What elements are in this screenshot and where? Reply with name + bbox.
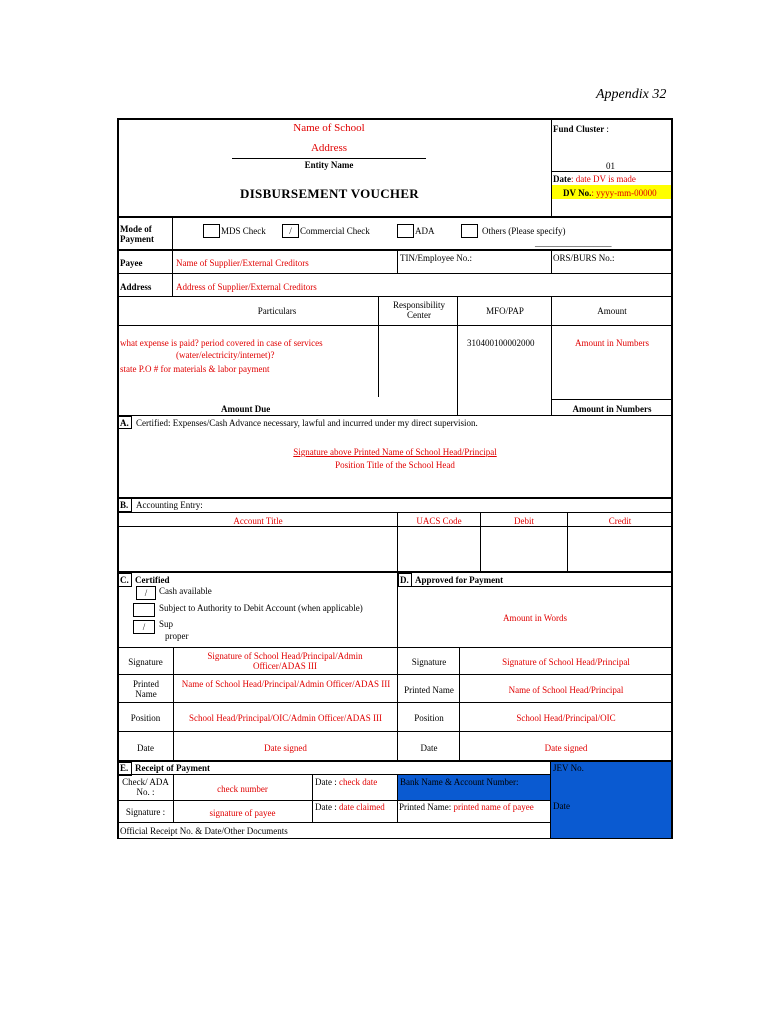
mfo-divider — [457, 296, 458, 416]
header-divider — [551, 119, 552, 217]
particulars-header-bottom — [117, 325, 673, 326]
particulars-header: Particulars — [257, 306, 297, 316]
resp-center-divider — [378, 296, 379, 397]
cd-divider — [397, 572, 398, 761]
section-e-letter: E. — [120, 763, 129, 773]
payee-bottom — [117, 273, 673, 274]
mds-check-checkbox[interactable] — [203, 224, 220, 238]
e-bank-divider — [397, 774, 398, 822]
cd-bottom — [117, 760, 673, 762]
ada-checkbox[interactable] — [397, 224, 414, 238]
uacs-divider — [397, 512, 398, 572]
cd-row-2 — [117, 674, 673, 675]
d-header-bottom — [397, 586, 672, 587]
amount-value[interactable]: Amount in Numbers — [575, 338, 649, 348]
section-a-letter: A. — [120, 418, 129, 428]
entity-name: Entity Name — [304, 160, 354, 170]
supporting-docs-checkbox[interactable]: / — [133, 620, 155, 634]
section-c-letter: C. — [120, 575, 129, 585]
d-printed-name-value[interactable]: Name of School Head/Principal — [508, 685, 624, 695]
d-label-divider — [459, 647, 460, 761]
mode-label-divider — [172, 217, 173, 297]
appendix-label: Appendix 32 — [596, 87, 667, 102]
particulars-line-1[interactable]: what expense is paid? period covered in case of services — [120, 338, 323, 348]
credit-header: Credit — [608, 516, 632, 526]
address-bottom — [117, 296, 673, 297]
c-signature-label: Signature — [128, 657, 163, 667]
c-label-divider — [173, 647, 174, 761]
amount-in-words[interactable]: Amount in Words — [502, 613, 568, 623]
e-date-divider — [312, 774, 313, 822]
official-receipt-label: Official Receipt No. & Date/Other Documents — [120, 826, 288, 836]
payee-signature-value[interactable]: signature of payee — [209, 808, 276, 818]
address-label: Address — [120, 282, 152, 292]
dv-date[interactable]: Date: date DV is made — [553, 174, 636, 184]
cd-row-4 — [117, 731, 673, 732]
school-address: Address — [310, 142, 348, 154]
mfo-pap-header: MFO/PAP — [486, 306, 524, 316]
account-title-header: Account Title — [233, 516, 283, 526]
supporting-docs-label: Sup — [159, 619, 174, 629]
commercial-check-label: Commercial Check — [300, 226, 370, 236]
c-signature-value[interactable]: Signature of School Head/Principal/Admin Officer/ADAS III — [207, 651, 363, 671]
d-signature-value[interactable]: Signature of School Head/Principal — [502, 657, 630, 667]
d-signature-label: Signature — [411, 657, 447, 667]
supporting-docs-proper: proper — [165, 631, 189, 641]
e-row-2-top — [117, 800, 551, 801]
e-row-3-top — [117, 822, 551, 823]
fund-cluster-label: Fund Cluster : — [553, 124, 609, 134]
section-c-label: Certified — [135, 575, 170, 585]
section-b-letter: B. — [120, 500, 129, 510]
payee-printed-name[interactable]: Printed Name: printed name of payee — [399, 802, 534, 812]
ors-label[interactable]: ORS/BURS No.: — [553, 253, 615, 263]
cd-row-3 — [117, 702, 673, 703]
header-bottom — [117, 216, 673, 218]
check-ada-label: Check/ ADA No. : — [122, 777, 169, 797]
debit-divider — [480, 512, 481, 572]
cd-rows-top — [117, 647, 673, 648]
section-a-position[interactable]: Position Title of the School Head — [335, 460, 455, 470]
bank-name-label: Bank Name & Account Number: — [400, 777, 519, 787]
commercial-check-checkbox[interactable]: / — [282, 224, 299, 238]
others-checkbox[interactable] — [461, 224, 478, 238]
payee-signature-label: Signature : — [125, 807, 166, 817]
others-label: Others (Please specify) — [482, 226, 566, 236]
tin-label[interactable]: TIN/Employee No.: — [400, 253, 472, 263]
payee-label: Payee — [120, 258, 143, 268]
dv-number[interactable]: DV No.: yyyy-mm-00000 — [563, 188, 657, 198]
cash-available-label: Cash available — [159, 586, 212, 596]
c-position-label: Position — [130, 713, 161, 723]
mfo-pap-value[interactable]: 310400100002000 — [467, 338, 535, 348]
frame-top — [117, 118, 673, 120]
ada-label: ADA — [415, 226, 435, 236]
amount-header: Amount — [597, 306, 627, 316]
d-position-label: Position — [414, 713, 444, 723]
address-value[interactable]: Address of Supplier/External Creditors — [176, 282, 317, 292]
section-d-letter: D. — [400, 575, 409, 585]
amount-due-value[interactable]: Amount in Numbers — [572, 404, 652, 414]
check-number[interactable]: check number — [217, 784, 268, 794]
d-date-value[interactable]: Date signed — [544, 743, 588, 753]
section-b-label: Accounting Entry: — [136, 500, 203, 510]
e-check-divider — [173, 774, 174, 822]
tin-divider — [397, 250, 398, 273]
section-a-bottom — [117, 497, 673, 499]
amount-divider — [551, 296, 552, 416]
ors-divider — [551, 250, 552, 273]
credit-divider — [567, 512, 568, 572]
particulars-line-2[interactable]: (water/electricity/internet)? — [176, 350, 275, 360]
subject-to-authority-label: Subject to Authority to Debit Account (when applicable) — [159, 603, 363, 613]
others-specify-line[interactable]: _________________ — [535, 238, 612, 248]
amount-due-label: Amount Due — [221, 404, 271, 414]
school-name: Name of School — [293, 122, 365, 134]
jev-date-label: Date — [553, 801, 570, 811]
date-claimed[interactable]: Date : date claimed — [315, 802, 385, 812]
responsibility-center-header: Responsibility Center — [392, 300, 445, 320]
c-printed-name-value[interactable]: Name of School Head/Principal/Admin Officer/ADAS III — [181, 679, 391, 689]
mds-check-label: MDS Check — [221, 226, 266, 236]
section-b-header-top — [117, 512, 673, 513]
fund-cluster-value[interactable]: 01 — [606, 161, 615, 171]
section-e-label: Receipt of Payment — [135, 763, 210, 773]
debit-header: Debit — [514, 516, 534, 526]
section-b-header-bottom — [117, 526, 673, 527]
c-position-value[interactable]: School Head/Principal/OIC/Admin Officer/ADAS III — [188, 713, 383, 723]
c-date-label: Date — [137, 743, 154, 753]
jev-number-label: JEV No. — [553, 763, 584, 773]
c-printed-name-label: Printed Name — [133, 679, 159, 699]
particulars-line-3[interactable]: state P.O # for materials & labor payment — [120, 364, 270, 374]
section-b-bottom — [117, 571, 673, 573]
section-a-text: Certified: Expenses/Cash Advance necessary, lawful and incurred under my direct supervision. — [136, 418, 478, 428]
c-date-value[interactable]: Date signed — [264, 743, 307, 753]
e-row-1-top — [117, 774, 551, 775]
entity-underline — [232, 158, 426, 159]
payee-value[interactable]: Name of Supplier/External Creditors — [176, 258, 309, 268]
subject-to-authority-checkbox[interactable] — [133, 603, 155, 617]
check-date[interactable]: Date : check date — [315, 777, 378, 787]
frame-bottom — [117, 838, 673, 839]
amount-cell-line — [551, 399, 672, 400]
section-d-label: Approved for Payment — [415, 575, 504, 585]
header-date-line — [551, 171, 672, 172]
mode-of-payment-label: Mode of Payment — [120, 224, 154, 244]
particulars-bottom — [117, 415, 673, 416]
d-position-value[interactable]: School Head/Principal/OIC — [516, 713, 616, 723]
d-printed-name-label: Printed Name — [404, 685, 454, 695]
cash-available-checkbox[interactable]: / — [136, 586, 156, 600]
uacs-code-header: UACS Code — [416, 516, 462, 526]
section-a-signature[interactable]: Signature above Printed Name of School Head/Principal — [293, 447, 497, 457]
voucher-title: DISBURSEMENT VOUCHER — [240, 186, 419, 201]
mode-bottom — [117, 249, 673, 251]
d-date-label: Date — [420, 743, 438, 753]
